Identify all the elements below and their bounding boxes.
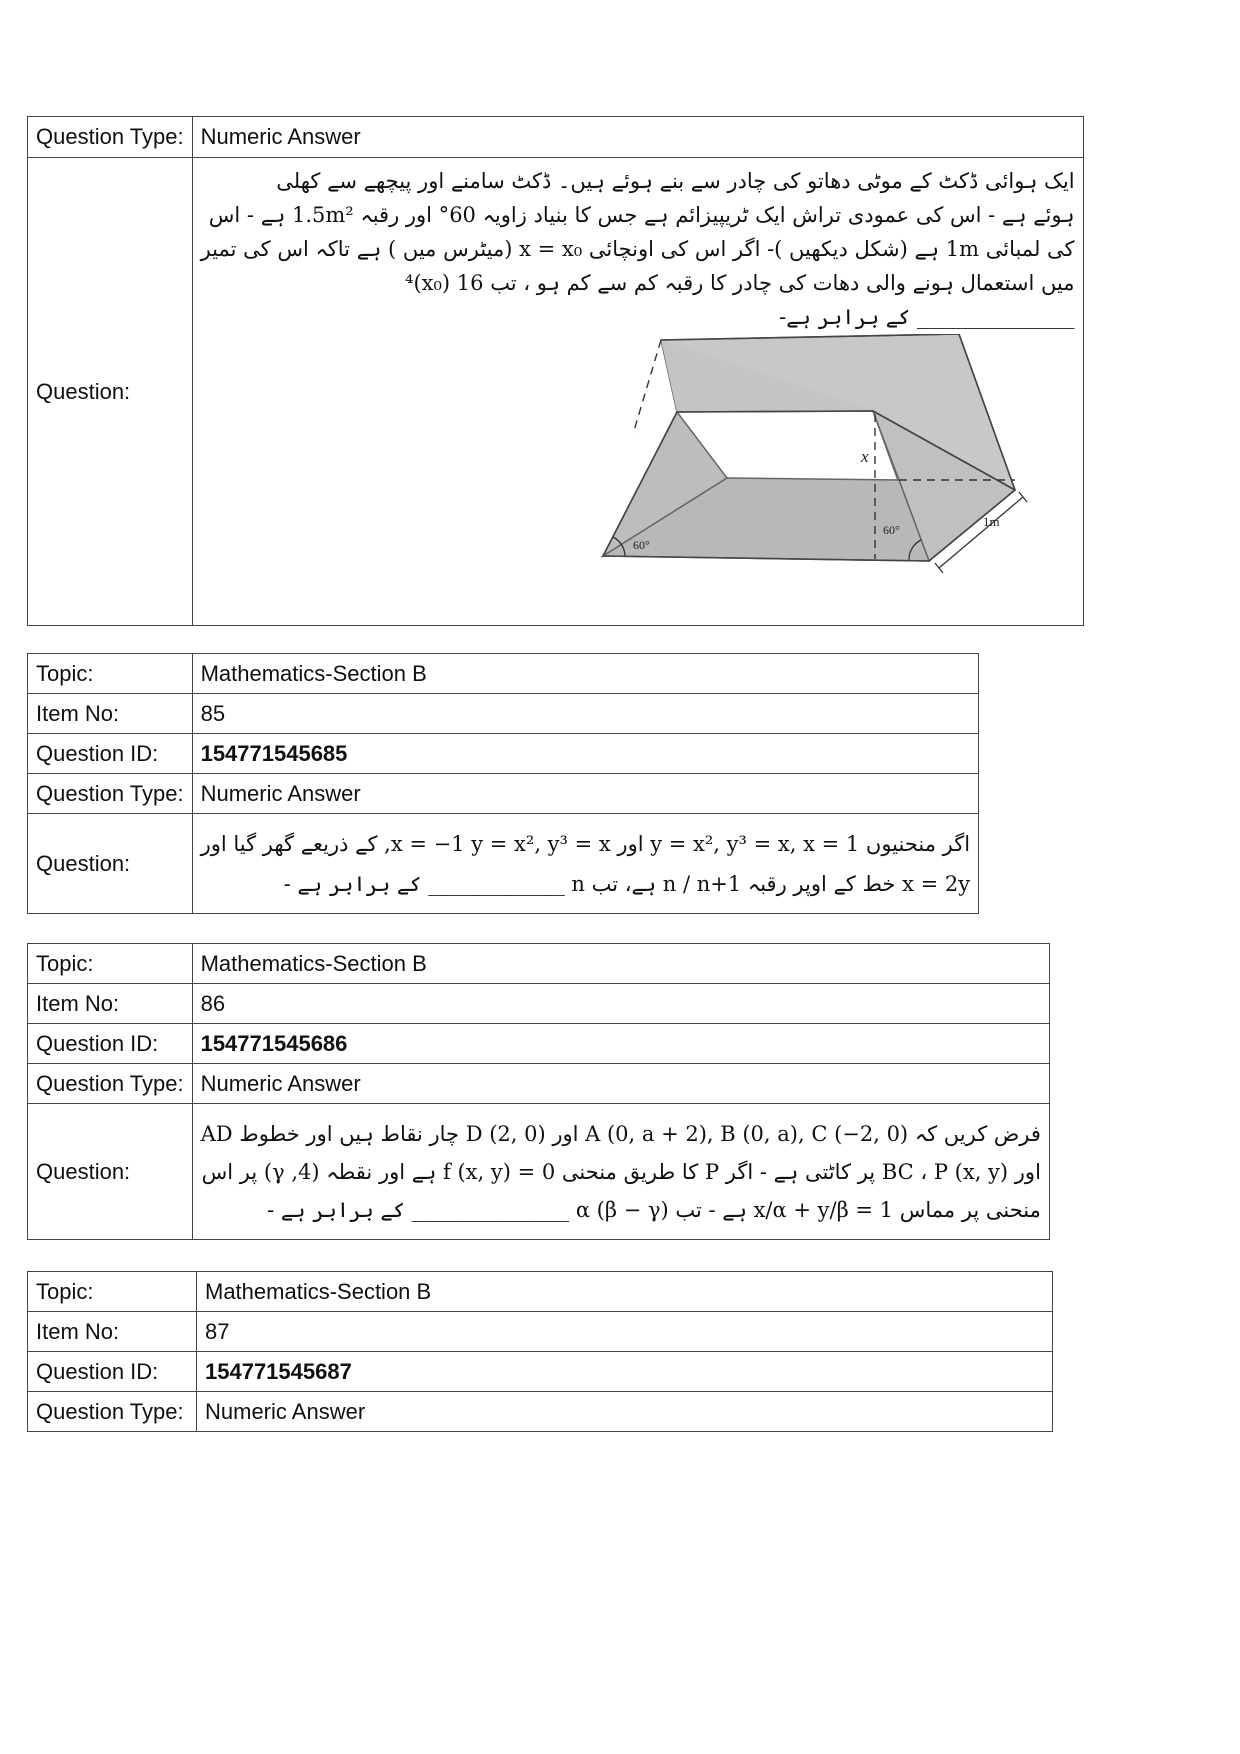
question-type-value: Numeric Answer (192, 774, 979, 814)
question-label: Question: (28, 814, 193, 914)
question-id-label: Question ID: (28, 1352, 197, 1392)
hidden-edge (633, 340, 661, 434)
topic-label: Topic: (28, 1272, 197, 1312)
question-type-label: Question Type: (28, 117, 193, 158)
question-block-84 (27, 116, 1084, 626)
question-type-value: Numeric Answer (192, 117, 1083, 158)
question-type-value: Numeric Answer (192, 1064, 1049, 1104)
topic-label: Topic: (28, 944, 193, 984)
question-line: اگر منحنیوں y = x², y³ = x, x = 1 اور x = −1 y = x², y³ = x, کے ذریعے گھر گیا اور (200, 831, 971, 856)
angle-label-right: 60° (882, 523, 900, 537)
question-type-label: Question Type: (28, 1064, 193, 1104)
question-line: فرض کریں کہ A (0, a + 2), B (0, a), C (−2, 0) اور D (2, 0) چار نقاط ہیں اور خطوط AD (200, 1121, 1041, 1146)
question-content (192, 158, 1083, 626)
question-line: ہوئے ہے - اس کی عمودی تراش ایک ٹریپیزائم ہے جس کا بنیاد زاویہ 60° اور رقبہ 1.5m² ہے - اس (208, 203, 1075, 227)
item-no-value: 87 (197, 1312, 1053, 1352)
angle-label-left: 60° (632, 538, 650, 552)
question-label: Question: (28, 158, 193, 626)
air-duct-figure (193, 334, 1043, 624)
question-block-86 (27, 943, 1050, 1240)
question-block-87 (27, 1271, 1053, 1432)
topic-label: Topic: (28, 654, 193, 694)
topic-value: Mathematics-Section B (192, 654, 979, 694)
question-text (193, 1109, 1049, 1235)
question-label: Question: (28, 1104, 193, 1240)
question-line: کی لمبائی 1m ہے (شکل دیکھیں )- اگر اس کی اونچائی x = x₀ (میٹرس میں ) ہے تاکہ اس کی تمیر (200, 237, 1075, 261)
question-content (192, 814, 979, 914)
question-id-value: 154771545685 (192, 734, 979, 774)
length-label: 1m (982, 514, 1000, 529)
item-no-value: 85 (192, 694, 979, 734)
item-no-label: Item No: (28, 984, 193, 1024)
item-no-label: Item No: (28, 1312, 197, 1352)
question-type-value: Numeric Answer (197, 1392, 1053, 1432)
item-no-value: 86 (192, 984, 1049, 1024)
question-line: اور BC ، P (x, y) پر کاٹتی ہے - اگر P کا طریق منحنی f (x, y) = 0 ہے اور نقطہ (4, γ) پر اس (201, 1159, 1041, 1184)
question-text (193, 818, 979, 910)
question-block-85 (27, 653, 979, 914)
question-type-label: Question Type: (28, 1392, 197, 1432)
question-id-label: Question ID: (28, 734, 193, 774)
question-type-label: Question Type: (28, 774, 193, 814)
question-line: میں استعمال ہونے والی دھات کی چادر کا رقبہ کم سے کم ہو ، تب 16 (x₀)⁴ (405, 271, 1075, 295)
question-id-value: 154771545686 (192, 1024, 1049, 1064)
question-content (192, 1104, 1049, 1240)
topic-value: Mathematics-Section B (197, 1272, 1053, 1312)
question-line: ایک ہوائی ڈکٹ کے موٹی دھاتو کی چادر سے بنے ہوئے ہیں۔ ڈکٹ سامنے اور پیچھے سے کھلی (276, 169, 1075, 193)
item-no-label: Item No: (28, 694, 193, 734)
question-id-label: Question ID: (28, 1024, 193, 1064)
question-line: منحنی پر مماس x/α + y/β = 1 ہے - تب α (β − γ) _______________ کے برابر ہے - (267, 1197, 1041, 1222)
height-label: x (860, 447, 869, 466)
question-text (193, 158, 1083, 334)
question-id-value: 154771545687 (197, 1352, 1053, 1392)
question-line: _______________ کے برابر ہے- (779, 305, 1075, 329)
question-line: x = 2y خط کے اوپر رقبہ n / n+1 ہے، تب n _____________ کے برابر ہے - (283, 871, 971, 896)
topic-value: Mathematics-Section B (192, 944, 1049, 984)
